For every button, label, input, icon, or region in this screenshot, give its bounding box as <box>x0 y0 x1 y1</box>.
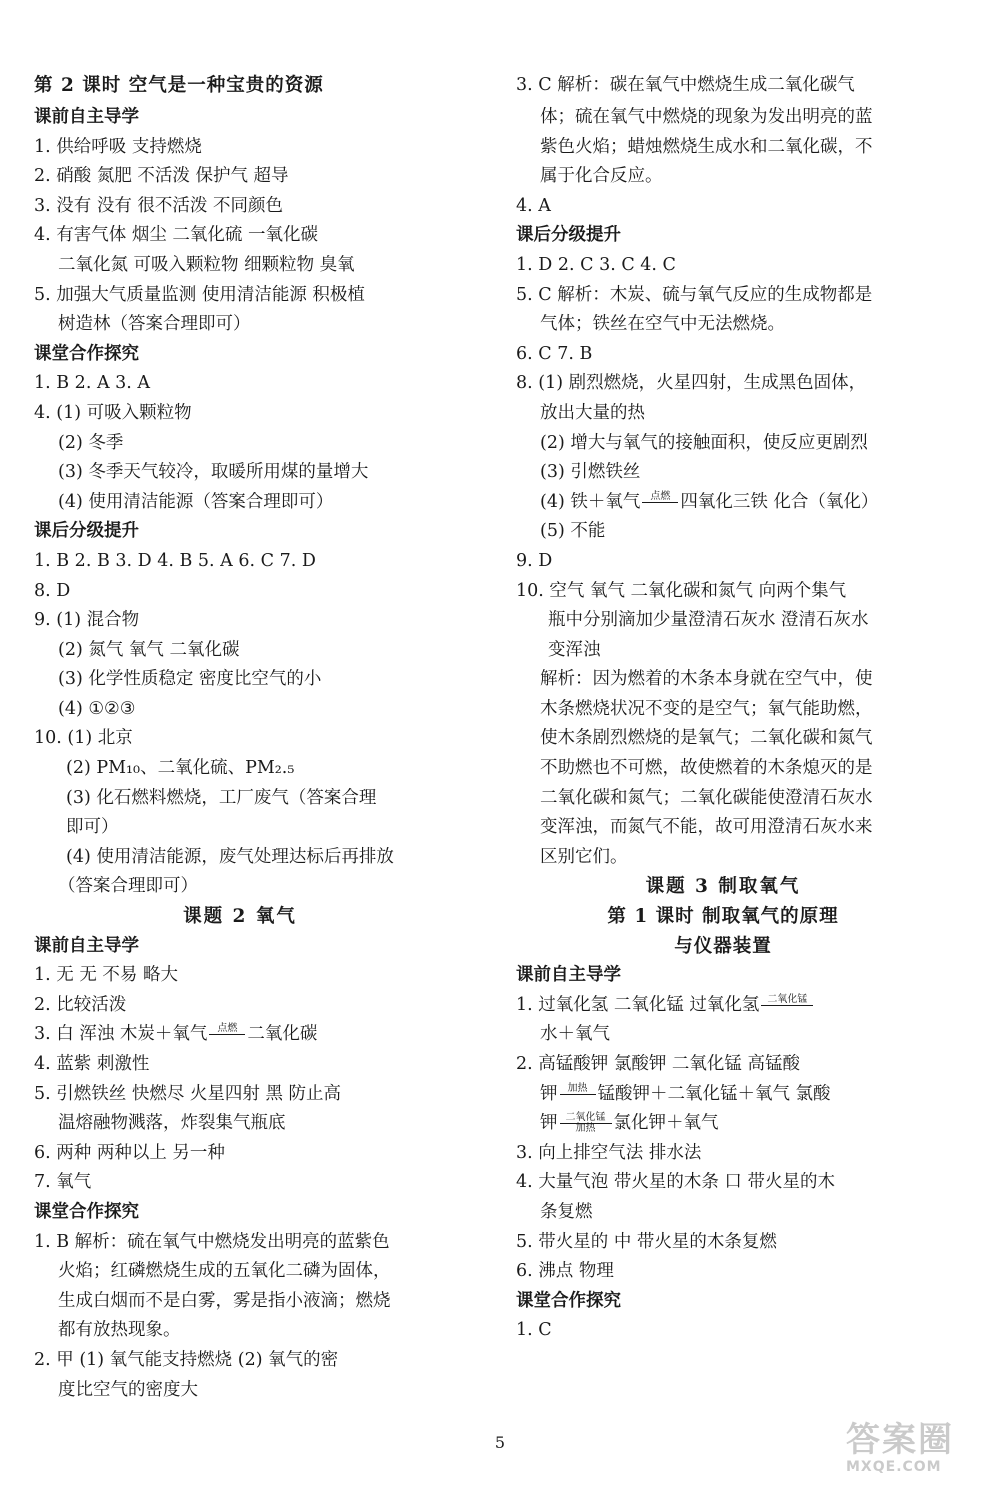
line-text: 课后分级提升 <box>516 225 621 246</box>
lesson-title <box>516 932 930 962</box>
answer-line <box>516 636 930 666</box>
reaction-condition-top: 加热 <box>567 1082 588 1094</box>
answer-line <box>516 843 930 873</box>
line-text: 课前自主导学 <box>34 107 139 127</box>
line-text: 水＋氧气 <box>540 1024 610 1045</box>
answer-line <box>34 813 446 843</box>
line-text: (2) 冬季 <box>58 432 124 453</box>
line-text: 放出大量的热 <box>540 402 645 423</box>
answer-line <box>516 399 930 429</box>
reaction-arrow <box>560 1084 596 1105</box>
reaction-condition-bottom: 加热 <box>575 1123 596 1135</box>
line-text: (4) ①②③ <box>58 698 136 719</box>
line-text: 1. 供给呼吸 支持燃烧 <box>34 136 202 157</box>
line-text: 课后分级提升 <box>34 521 139 542</box>
line-text: 度比空气的密度大 <box>58 1379 198 1400</box>
line-text: 4. (1) 可吸入颗粒物 <box>34 402 192 423</box>
line-text: 2. 甲 (1) 氧气能支持燃烧 (2) 氧气的密 <box>34 1349 339 1370</box>
answer-line <box>516 1316 930 1346</box>
answer-line <box>34 251 446 281</box>
line-text: 二氧化氮 可吸入颗粒物 细颗粒物 臭氧 <box>58 254 355 275</box>
section-heading <box>516 961 930 991</box>
reaction-condition-top: 二氧化锰 <box>767 993 808 1005</box>
line-text: （答案合理即可） <box>58 876 198 897</box>
line-text: 课前自主导学 <box>516 965 621 986</box>
topic-title <box>34 902 446 932</box>
answer-line <box>34 695 446 725</box>
line-text: (4) 使用清洁能源（答案合理即可） <box>58 491 334 512</box>
reaction-arrow <box>642 492 678 513</box>
line-text: 6. 两种 两种以上 另一种 <box>34 1142 225 1163</box>
line-text: (4) 使用清洁能源，废气处理达标后再排放 <box>66 846 394 867</box>
line-text: 6. 沸点 物理 <box>516 1261 614 1282</box>
reaction-condition-top: 点燃 <box>217 1023 238 1035</box>
line-text: 3. 向上排空气法 排水法 <box>516 1142 702 1163</box>
reaction-condition-bottom <box>761 1006 813 1016</box>
page-number: 5 <box>494 1433 506 1452</box>
line-text: 3. 没有 没有 很不活泼 不同颜色 <box>34 195 283 216</box>
answer-line <box>516 429 930 459</box>
answer-line <box>516 1168 930 1198</box>
answer-line <box>34 961 446 991</box>
answer-line <box>34 784 446 814</box>
answer-line <box>34 1257 446 1287</box>
reaction-product: 二氧化碳 <box>247 1024 318 1045</box>
line-text: 钾 <box>540 1113 558 1134</box>
right-column <box>516 68 930 1346</box>
line-text: 5. 带火星的 中 带火星的木条复燃 <box>516 1231 777 1252</box>
answer-line <box>516 695 930 725</box>
answer-line <box>34 1168 446 1198</box>
line-text: 课堂合作探究 <box>516 1290 621 1311</box>
line-text: 变浑浊 <box>548 639 601 660</box>
reaction-product: 氯化钾＋氧气 <box>613 1113 719 1134</box>
line-text: 变浑浊，而氮气不能，故可用澄清石灰水来 <box>540 817 873 838</box>
line-text: 都有放热现象。 <box>58 1320 181 1341</box>
section-heading <box>516 221 930 251</box>
line-text: 瓶中分别滴加少量澄清石灰水 澄清石灰水 <box>548 610 869 631</box>
line-text: 不助燃也不可燃，故使燃着的木条熄灭的是 <box>540 758 873 779</box>
answer-line <box>34 547 446 577</box>
line-text: 8. (1) 剧烈燃烧，火星四射，生成黑色固体， <box>516 373 867 394</box>
line-text: 9. D <box>516 550 553 571</box>
answer-line <box>516 1198 930 1228</box>
line-text: 5. 加强大气质量监测 使用清洁能源 积极植 <box>34 284 365 305</box>
section-heading <box>34 517 446 547</box>
reaction-product: 锰酸钾＋二氧化锰＋氧气 氯酸 <box>597 1083 831 1104</box>
line-text: 使木条剧烈燃烧的是氧气；二氧化碳和氮气 <box>540 728 873 749</box>
answer-line <box>34 1376 446 1406</box>
lesson-title <box>516 902 930 932</box>
line-text: 3. 白 浑浊 木炭＋氧气 <box>34 1024 208 1045</box>
line-text: 钾 <box>540 1083 558 1104</box>
answer-line <box>516 784 930 814</box>
line-text: 第 2 课时 空气是一种宝贵的资源 <box>34 75 324 96</box>
answer-line <box>34 843 446 873</box>
line-text: (4) 铁＋氧气 <box>540 491 641 512</box>
left-column <box>34 68 446 1405</box>
answer-line <box>34 1228 446 1258</box>
answer-line <box>34 1316 446 1346</box>
answer-line <box>516 281 930 311</box>
watermark-text: 答案圈 <box>846 1420 954 1460</box>
line-text: 课前自主导学 <box>34 935 139 956</box>
line-text: 4. 蓝紫 刺激性 <box>34 1054 150 1074</box>
line-text: 二氧化碳和氮气；二氧化碳能使澄清石灰水 <box>540 787 873 808</box>
line-text: 温熔融物溅落，炸裂集气瓶底 <box>58 1113 286 1134</box>
line-text: 4. A <box>516 195 551 216</box>
line-text: 体；硫在氧气中燃烧的现象为发出明亮的蓝 <box>540 107 873 127</box>
section-heading <box>34 103 446 133</box>
line-text: 第 1 课时 制取氧气的原理 <box>607 906 839 928</box>
line-text: 4. 大量气泡 带火星的木条 口 带火星的木 <box>516 1172 835 1193</box>
answer-line <box>516 606 930 636</box>
line-text: 2. 硝酸 氮肥 不活泼 保护气 超导 <box>34 166 289 187</box>
answer-line <box>516 517 930 547</box>
watermark-site: MXQE.COM <box>846 1459 942 1475</box>
answer-line <box>516 192 930 222</box>
answer-line <box>34 1287 446 1317</box>
answer-line <box>516 340 930 370</box>
answer-line <box>516 488 930 518</box>
line-text: 1. C <box>516 1320 552 1341</box>
line-text: 气体；铁丝在空气中无法燃烧。 <box>540 314 785 335</box>
answer-line <box>34 577 446 607</box>
answer-line <box>34 458 446 488</box>
answer-line <box>516 813 930 843</box>
line-text: (3) 化石燃料燃烧，工厂废气（答案合理 <box>66 787 377 808</box>
line-text: (2) PM₁₀、二氧化硫、PM₂.₅ <box>66 758 295 779</box>
answer-line <box>516 1139 930 1169</box>
reaction-condition-bottom <box>209 1035 245 1045</box>
line-text: 4. 有害气体 烟尘 二氧化硫 一氧化碳 <box>34 225 318 246</box>
section-heading <box>34 1198 446 1228</box>
line-text: 6. C 7. B <box>516 343 593 364</box>
line-text: 条复燃 <box>540 1201 593 1222</box>
answer-line <box>34 872 446 902</box>
line-text: 5. C 解析：木炭、硫与氧气反应的生成物都是 <box>516 284 873 305</box>
answer-line <box>516 310 930 340</box>
answer-line <box>516 724 930 754</box>
line-text: 课堂合作探究 <box>34 343 139 364</box>
line-text: 火焰；红磷燃烧生成的五氧化二磷为固体， <box>58 1261 391 1282</box>
line-text: (2) 氮气 氧气 二氧化碳 <box>58 639 240 660</box>
answer-line <box>516 1020 930 1050</box>
line-text: 1. B 2. B 3. D 4. B 5. A 6. C 7. D <box>34 550 316 571</box>
reaction-arrow <box>761 995 813 1016</box>
topic-title <box>516 872 930 902</box>
line-text: 10. (1) 北京 <box>34 728 133 749</box>
watermark-logo <box>846 1421 976 1481</box>
line-text: 课题 2 氧气 <box>183 906 297 928</box>
line-text: 1. D 2. C 3. C 4. C <box>516 254 676 275</box>
answer-line <box>34 369 446 399</box>
line-text: 9. (1) 混合物 <box>34 610 140 631</box>
answer-line <box>34 192 446 222</box>
answer-line <box>34 488 446 518</box>
answer-line <box>516 665 930 695</box>
answer-line <box>34 310 446 340</box>
reaction-condition-top: 二氧化锰 <box>565 1112 606 1124</box>
answer-line <box>516 162 930 192</box>
line-text: 3. C 解析：碳在氧气中燃烧生成二氧化碳气 <box>516 75 855 95</box>
reaction-condition-bottom <box>642 503 678 513</box>
section-heading <box>34 340 446 370</box>
reaction-arrow <box>560 1113 612 1134</box>
answer-line <box>34 1139 446 1169</box>
reaction-product: 四氧化三铁 化合（氧化） <box>680 491 879 512</box>
line-text: 2. 比较活泼 <box>34 994 127 1015</box>
answer-line <box>516 1109 930 1139</box>
line-text: (3) 引燃铁丝 <box>540 462 641 483</box>
answer-line <box>34 606 446 636</box>
lesson-title <box>34 68 446 103</box>
line-text: 木条燃烧状况不变的是空气；氧气能助燃， <box>540 698 873 719</box>
line-text: 10. 空气 氧气 二氧化碳和氮气 向两个集气 <box>516 580 847 601</box>
line-text: 1. B 解析：硫在氧气中燃烧发出明亮的蓝紫色 <box>34 1231 390 1252</box>
line-text: 8. D <box>34 580 71 601</box>
section-heading <box>516 1287 930 1317</box>
line-text: 1. 无 无 不易 略大 <box>34 965 178 986</box>
answer-line <box>516 547 930 577</box>
line-text: 1. B 2. A 3. A <box>34 373 151 394</box>
answer-line <box>516 369 930 399</box>
answer-line <box>34 1080 446 1110</box>
answer-line <box>34 1020 446 1050</box>
line-text: 5. 引燃铁丝 快燃尽 火星四射 黑 防止高 <box>34 1083 342 1104</box>
answer-line <box>34 636 446 666</box>
answer-line <box>516 577 930 607</box>
line-text: (3) 冬季天气较冷，取暖所用煤的量增大 <box>58 462 369 483</box>
answer-line <box>34 754 446 784</box>
line-text: 生成白烟而不是白雾，雾是指小液滴；燃烧 <box>58 1290 391 1311</box>
line-text: 属于化合反应。 <box>540 166 663 187</box>
line-text: 7. 氧气 <box>34 1172 92 1193</box>
answer-line <box>516 1228 930 1258</box>
answer-line <box>516 1080 930 1110</box>
line-text: (2) 增大与氧气的接触面积，使反应更剧烈 <box>540 432 868 453</box>
answer-line <box>516 458 930 488</box>
answer-line <box>34 991 446 1021</box>
answer-line <box>516 754 930 784</box>
line-text: 即可） <box>66 817 119 838</box>
section-heading <box>34 932 446 962</box>
answer-line <box>516 68 930 103</box>
line-text: (3) 化学性质稳定 密度比空气的小 <box>58 669 322 690</box>
answer-line <box>34 399 446 429</box>
answer-line <box>34 1346 446 1376</box>
line-text: 解析：因为燃着的木条本身就在空气中，使 <box>540 669 873 690</box>
reaction-arrow <box>209 1024 245 1045</box>
line-text: 紫色火焰；蜡烛燃烧生成水和二氧化碳，不 <box>540 136 873 157</box>
answer-line <box>516 103 930 133</box>
line-text: 课题 3 制取氧气 <box>645 876 801 898</box>
line-text: 课堂合作探究 <box>34 1201 139 1222</box>
answer-line <box>516 1257 930 1287</box>
answer-line <box>34 162 446 192</box>
line-text: 区别它们。 <box>540 846 628 867</box>
line-text: (5) 不能 <box>540 521 606 542</box>
answer-line <box>34 221 446 251</box>
line-text: 与仪器装置 <box>674 935 772 957</box>
answer-line <box>516 991 930 1021</box>
answer-line <box>516 133 930 163</box>
line-text: 1. 过氧化氢 二氧化锰 过氧化氢 <box>516 994 760 1015</box>
line-text: 2. 高锰酸钾 氯酸钾 二氧化锰 高锰酸 <box>516 1054 800 1074</box>
answer-line <box>34 1050 446 1080</box>
answer-line <box>34 281 446 311</box>
line-text: 树造林（答案合理即可） <box>58 314 251 335</box>
answer-line <box>516 251 930 281</box>
answer-line <box>34 665 446 695</box>
answer-line <box>34 1109 446 1139</box>
answer-line <box>34 429 446 459</box>
reaction-condition-top: 点燃 <box>650 490 671 502</box>
answer-line <box>34 133 446 163</box>
answer-line <box>516 1050 930 1080</box>
answer-line <box>34 724 446 754</box>
reaction-condition-bottom <box>560 1095 596 1105</box>
